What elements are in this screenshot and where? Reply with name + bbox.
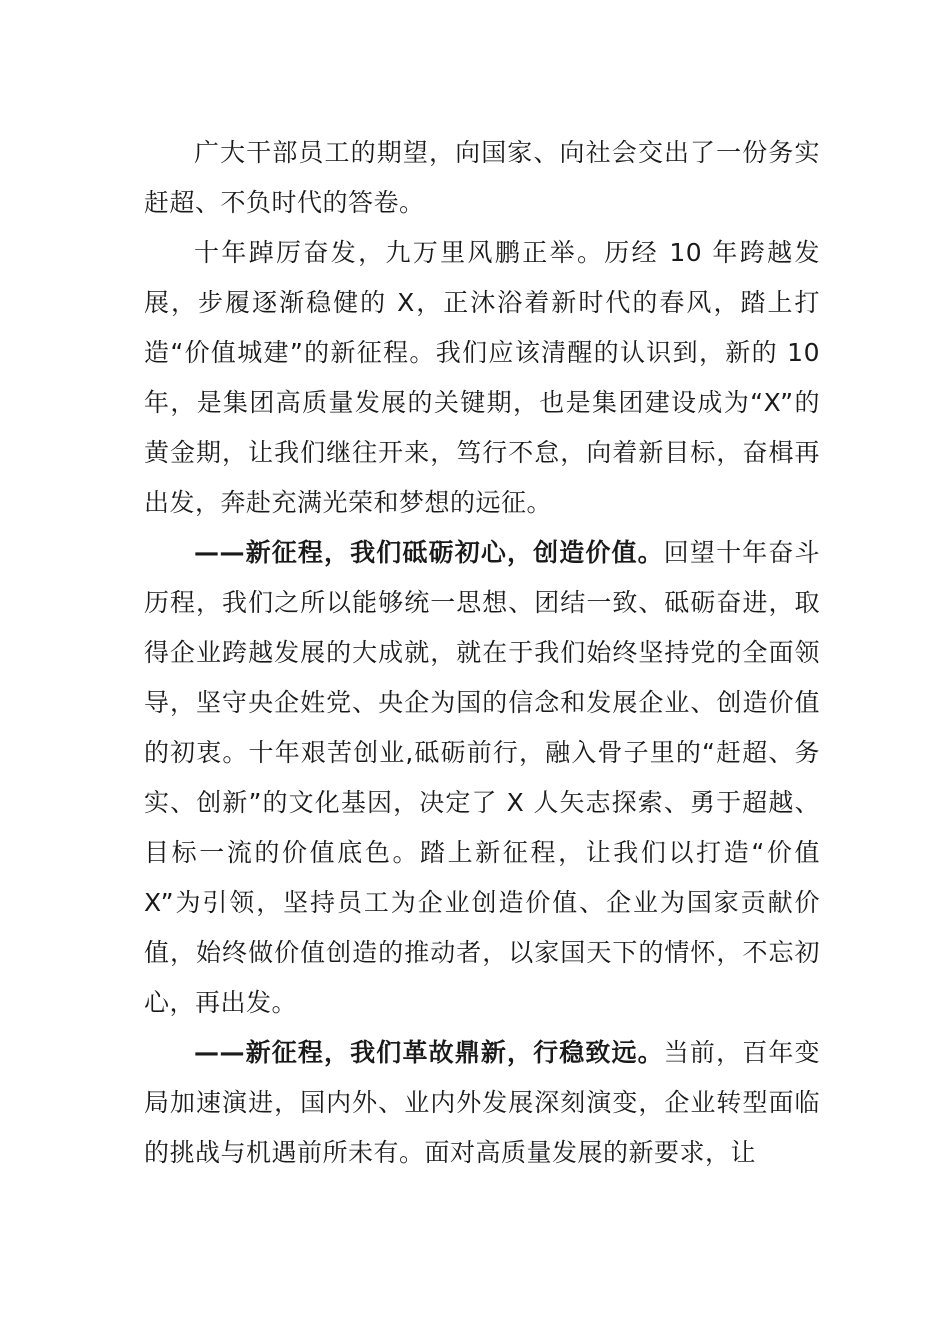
paragraph-4-lead: ——新征程，我们革故鼎新，行稳致远。 [194,1038,664,1067]
paragraph-1 [144,128,820,228]
paragraph-3 [144,528,820,1028]
paragraph-2-text: 十年踔厉奋发，九万里风鹏正举。历经 10 年跨越发展，步履逐渐稳健的 X，正沐浴着新时代的春风，踏上打造“价值城建”的新征程。我们应该清醒的认识到，新的 10 年，是集团高质量发展的关键期，也是集团建设成为“X”的黄金期，让我们继往开来，笃行不怠，向着新目标，奋楫再出发，奔赴充满光荣和梦想的远征。 [144,238,820,517]
paragraph-2 [144,228,820,528]
paragraph-3-lead: ——新征程，我们砥砺初心，创造价值。 [194,538,664,567]
document-body [144,128,820,1178]
paragraph-3-text: 回望十年奋斗历程，我们之所以能够统一思想、团结一致、砥砺奋进，取得企业跨越发展的大成就，就在于我们始终坚持党的全面领导，坚守央企姓党、央企为国的信念和发展企业、创造价值的初衷。十年艰苦创业,砥砺前行，融入骨子里的“赶超、务实、创新”的文化基因，决定了 X 人矢志探索、勇于超越、目标一流的价值底色。踏上新征程，让我们以打造“价值 X”为引领，坚持员工为企业创造价值、企业为国家贡献价值，始终做价值创造的推动者，以家国天下的情怀，不忘初心，再出发。 [144,538,820,1017]
paragraph-4 [144,1028,820,1178]
paragraph-1-text: 广大干部员工的期望，向国家、向社会交出了一份务实赶超、不负时代的答卷。 [144,138,820,217]
paragraph-4-text: 当前，百年变局加速演进，国内外、业内外发展深刻演变，企业转型面临的挑战与机遇前所未有。面对高质量发展的新要求，让 [144,1038,820,1167]
